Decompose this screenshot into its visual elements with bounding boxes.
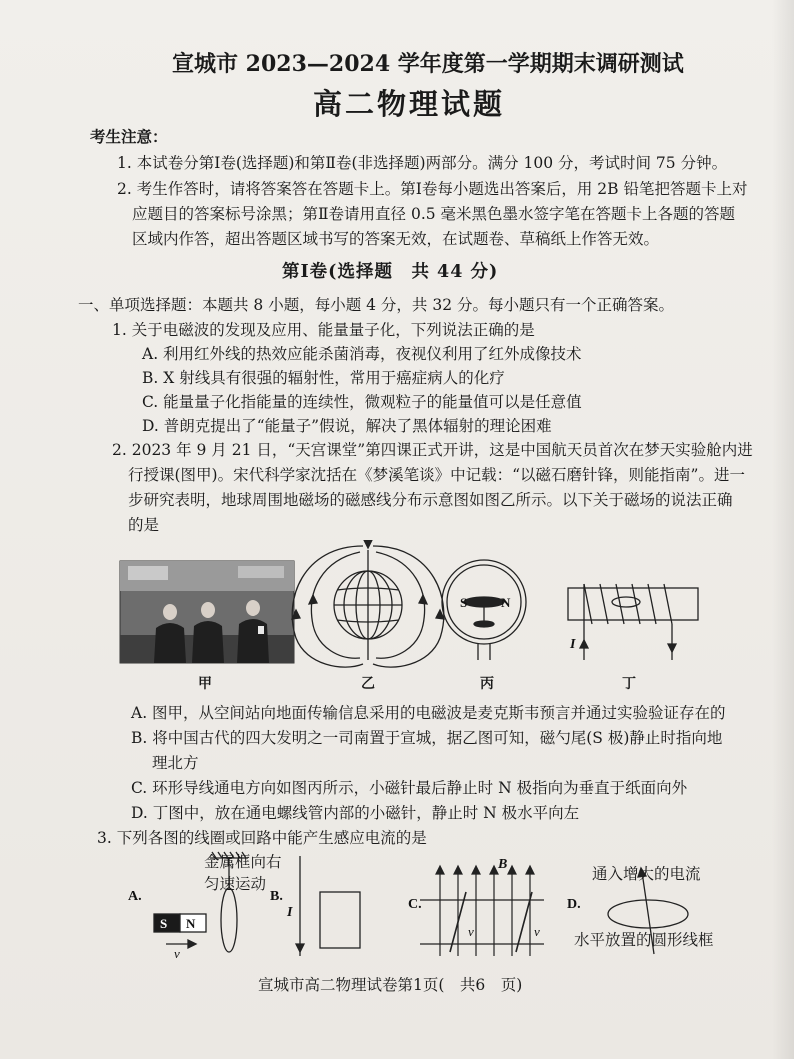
q3-option-b-letter: B.	[270, 889, 283, 904]
q2-stem-line-1: 2. 2023 年 9 月 21 日，“天宫课堂”第四课正式开讲，这是中国航天员首次在梦天实验舱内进	[112, 441, 753, 459]
q3d-label-bottom: 水平放置的圆形线框	[574, 931, 714, 949]
notice-item-2-line-3: 区域内作答，超出答题区域书写的答案无效，在试题卷、草稿纸上作答无效。	[132, 230, 660, 248]
notice-item-2-line-1: 2. 考生作答时，请将答案答在答题卡上。第Ⅰ卷每小题选出答案后，用 2B 铅笔把答题卡上对	[117, 180, 748, 198]
photo-astronauts-figure	[120, 561, 294, 663]
q3d-label-top: 通入增大的电流	[592, 865, 701, 883]
q1-option-d: D. 普朗克提出了“能量子”假说，解决了黑体辐射的理论困难	[142, 417, 552, 435]
earth-magnetic-field-figure	[292, 540, 444, 667]
notice-item-1: 1. 本试卷分第Ⅰ卷(选择题)和第Ⅱ卷(非选择题)两部分。满分 100 分，考试时间 75 分钟。	[117, 154, 728, 172]
q3a-s-label: S	[160, 916, 168, 931]
q3b-current-label: I	[287, 905, 293, 920]
q2-option-d: D. 丁图中，放在通电螺线管内部的小磁针，静止时 N 极水平向左	[131, 804, 580, 822]
section-1-title: 第Ⅰ卷(选择题 共 44 分)	[282, 262, 499, 282]
fig-caption-bing: 丙	[480, 676, 494, 692]
solenoid-current-label: I	[570, 637, 576, 652]
q3-option-d-letter: D.	[567, 897, 581, 912]
q2-option-a: A. 图甲，从空间站向地面传输信息采用的电磁波是麦克斯韦预言并通过实验验证存在的	[131, 704, 726, 722]
q3-stem: 3. 下列各图的线圈或回路中能产生感应电流的是	[97, 829, 427, 847]
section-1-instruction: 一、单项选择题：本题共 8 小题，每小题 4 分，共 32 分。每小题只有一个正确答案。	[78, 296, 675, 314]
compass-s-label: S	[460, 595, 468, 610]
q2-stem-line-4: 的是	[128, 516, 160, 534]
solenoid-figure	[568, 584, 698, 660]
ring-current-compass-figure	[442, 560, 526, 660]
q3a-v-label: v	[174, 946, 180, 961]
q1-option-c: C. 能量量子化指能量的连续性，微观粒子的能量值可以是任意值	[142, 393, 582, 411]
page-edge-shadow	[772, 0, 794, 1059]
fig-caption-jia: 甲	[198, 676, 212, 692]
q3-option-c-letter: C.	[408, 897, 422, 912]
q3c-v1-label: v	[468, 924, 474, 939]
q2-option-b-line-1: B. 将中国古代的四大发明之一司南置于宣城，据乙图可知，磁勺尾(S 极)静止时指向地	[131, 729, 723, 747]
q3a-n-label: N	[186, 916, 196, 931]
q3b-label-line-1: 金属框向右	[204, 853, 282, 871]
q3-option-a-letter: A.	[128, 889, 142, 904]
q2-option-b-line-2: 理北方	[152, 754, 199, 772]
exam-title-line: 宣城市 2023—2024 学年度第一学期期末调研测试	[172, 51, 684, 77]
page-footer: 宣城市高二物理试卷第1页( 共6 页)	[258, 976, 523, 994]
fig-caption-yi: 乙	[361, 676, 375, 692]
q3c-b-label: B	[498, 857, 508, 872]
notice-item-2-line-2: 应题目的答案标号涂黑；第Ⅱ卷请用直径 0.5 毫米黑色墨水签字笔在答题卡上各题的答题	[132, 205, 736, 223]
q3c-v2-label: v	[534, 924, 540, 939]
rails-in-magnetic-field-figure	[420, 866, 544, 956]
q2-option-c: C. 环形导线通电方向如图丙所示，小磁针最后静止时 N 极指向为垂直于纸面向外	[131, 779, 688, 797]
notice-heading: 考生注意：	[90, 127, 168, 146]
subject-title: 高二物理试题	[313, 87, 506, 121]
fig-caption-ding: 丁	[622, 676, 636, 692]
q1-option-a: A. 利用红外线的热效应能杀菌消毒，夜视仪利用了红外成像技术	[142, 345, 582, 363]
compass-n-label: N	[501, 595, 511, 610]
q1-option-b: B. X 射线具有很强的辐射性，常用于癌症病人的化疗	[142, 369, 505, 387]
q1-stem: 1. 关于电磁波的发现及应用、能量量子化，下列说法正确的是	[112, 321, 535, 339]
q2-stem-line-3: 步研究表明，地球周围地磁场的磁感线分布示意图如图乙所示。以下关于磁场的说法正确	[128, 491, 733, 509]
wire-metal-frame-figure	[296, 856, 360, 956]
q3b-label-line-2: 匀速运动	[204, 875, 267, 893]
q2-stem-line-2: 行授课(图甲)。宋代科学家沈括在《梦溪笔谈》中记载：“以磁石磨针锋，则能指南”。进一	[128, 466, 745, 484]
